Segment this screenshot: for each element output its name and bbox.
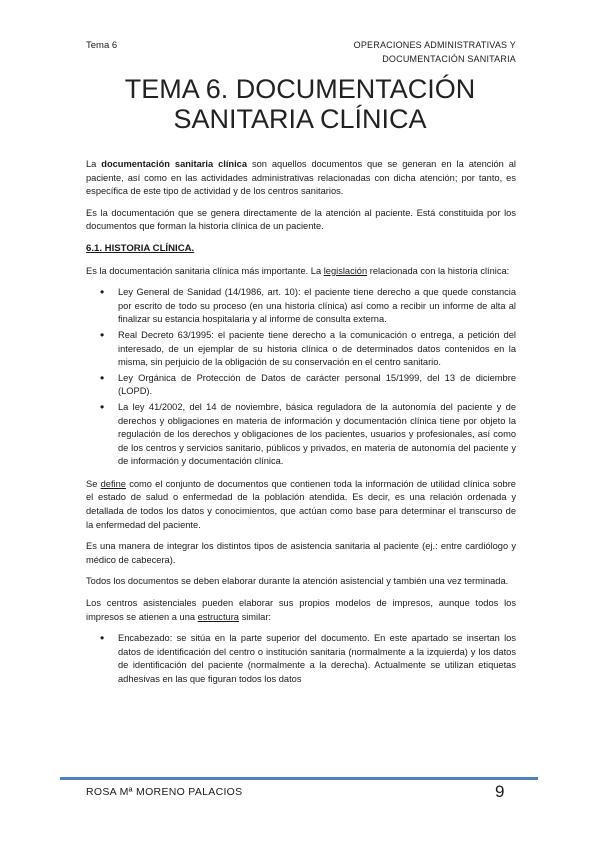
define-link: define [100, 478, 126, 489]
section-paragraph-4: Todos los documentos se deben elaborar durante la atención asistencial y también una vez terminada. [86, 576, 509, 587]
document-body [86, 158, 516, 696]
header-left: Tema 6 [86, 40, 118, 51]
list-item: • Ley Orgánica de Protección de Datos de carácter personal 15/1999, del 13 de diciembre (LOPD). [118, 372, 516, 399]
s1-p2-pre: Se [86, 478, 101, 489]
s1-p5-pre: Los centros asistenciales pueden elaborar sus propios modelos de impresos, aunque todos los impresos se atienen a una [86, 598, 516, 622]
page-title-line2: SANITARIA CLÍNICA [173, 104, 427, 134]
list-item: • Encabezado: se sitúa en la parte superior del documento. En este apartado se insertan los datos de identificación del centro o institución sanitaria (normalmente a la izquierda) y los datos de identificación del paciente (normalmente a la derecha). Actualmente se utilizan etiquetas adhesivas en las que figuran todos los datos [118, 632, 516, 686]
structure-list [86, 632, 516, 686]
section-heading: 6.1. HISTORIA CLÍNICA. [86, 242, 195, 254]
section-paragraph-1 [86, 265, 516, 279]
s1-p2-post: como el conjunto de documentos que contienen toda la información de utilidad clínica sobre el estado de salud o enfermedad de la población atendida. Es decir, es una relación ordenada y detallada de todos los datos y conocimientos, que actúan como base para determinar el transcurso de la enfermedad del paciente. [86, 478, 516, 530]
s1-p5-post: similar: [238, 611, 272, 622]
section-paragraph-2 [86, 478, 516, 532]
footer-divider [60, 777, 538, 780]
header-right-line2: DOCUMENTACIÓN SANITARIA [382, 54, 516, 64]
list-item: • Real Decreto 63/1995: el paciente tiene derecho a la comunicación o entrega, a petición del interesado, de un ejemplar de su historia clínica o de determinados datos contenidos en la misma, sin perjuicio de la obligación de su conservación en el centro sanitario. [118, 329, 516, 370]
list-item: • La ley 41/2002, del 14 de noviembre, básica reguladora de la autonomía del paciente y de derechos y obligaciones en materia de información y documentación clínica tiene por objeto la regulación de los derechos y obligaciones de los pacientes, usuarios y profesionales, así como de los centros y servicios sanitario, públicos y privados, en materia de autonomía del paciente y de información y documentación clínica. [118, 401, 516, 469]
intro-paragraph-1 [86, 158, 516, 199]
intro-p1-post: son aquellos documentos que se generan en la atención al paciente, así como en las actividades administrativas relacionadas con dicha atención; por tanto, es específica de este tipo de actividad y de los centros sanitarios. [86, 159, 517, 197]
page-title [60, 74, 540, 134]
page-title-line1: TEMA 6. DOCUMENTACIÓN [124, 74, 476, 104]
s1-p1-post: relacionada con la historia clínica: [367, 265, 510, 276]
legislation-list [86, 286, 516, 469]
intro-paragraph-2: Es la documentación que se genera directamente de la atención al paciente. Está constituida por los documentos que forman la historia clínica de un paciente. [86, 207, 516, 232]
page-number: 9 [495, 782, 505, 801]
structure-link: estructura [197, 611, 239, 622]
intro-p1-pre: La [86, 159, 102, 169]
section-paragraph-5 [86, 597, 516, 624]
legislation-link: legislación [323, 265, 368, 276]
header-right-line1: OPERACIONES ADMINISTRATIVAS Y [353, 40, 516, 50]
intro-p1-bold: documentación sanitaria clínica [101, 159, 248, 169]
s1-p1-pre: Es la documentación sanitaria clínica más importante. La [86, 265, 324, 276]
list-item: • Ley General de Sanidad (14/1986, art. 10): el paciente tiene derecho a que quede constancia por escrito de todo su proceso (en una historia clínica) así como a recibir un informe de alta al finalizar su estancia hospitalaria y al informe de consulta externa. [118, 286, 516, 327]
section-paragraph-3: Es una manera de integrar los distintos tipos de asistencia sanitaria al paciente (ej.: entre cardiólogo y médico de cabecera). [86, 541, 516, 565]
footer-author: ROSA Mª MORENO PALACIOS [86, 786, 243, 798]
header-right [316, 38, 516, 66]
